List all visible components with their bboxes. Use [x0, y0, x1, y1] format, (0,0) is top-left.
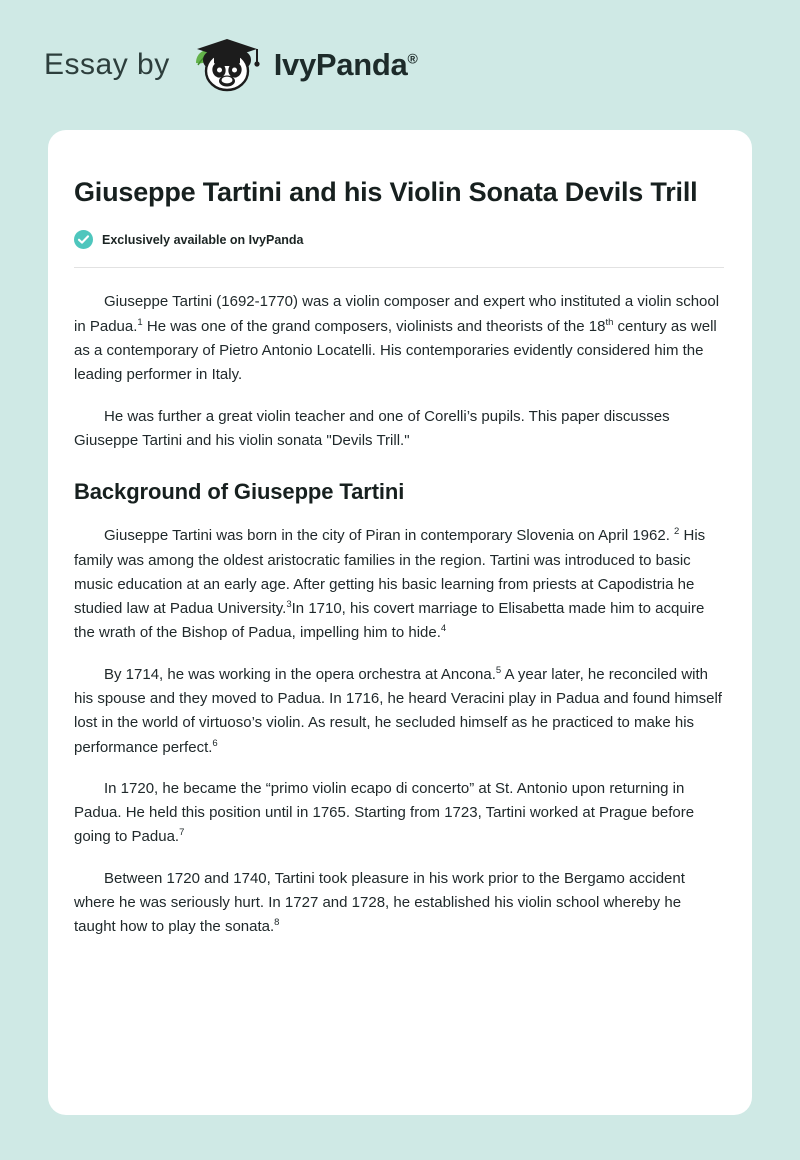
footnote-marker: 8: [274, 917, 280, 929]
paragraph: Giuseppe Tartini (1692-1770) was a violin composer and expert who instituted a violin school in Padua.$^1$ He was one of the grand composers, violinists and theorists of the 18th century as well as a contemporary of Pietro Antonio Locatelli. His contemporaries evidently considered him the leading performer in Italy.: [74, 293, 720, 384]
paragraph: Between 1720 and 1740, Tartini took pleasure in his work prior to the Bergamo accident where he was seriously hurt. In 1727 and 1728, he established his violin school whereby he taught how to play the sonata.$^8$: [74, 869, 685, 936]
document-card: [48, 130, 752, 1115]
brand-name-text: IvyPanda: [273, 47, 408, 82]
footnote-marker: 5: [495, 664, 502, 676]
site-header: [0, 0, 800, 90]
page-title: Giuseppe Tartini and his Violin Sonata Devils Trill: [74, 177, 698, 207]
footnote-marker: 3: [286, 599, 292, 611]
footnote-marker: 2: [674, 526, 680, 538]
title-divider: [74, 267, 724, 268]
status-badge: [74, 230, 724, 249]
paragraph: By 1714, he was working in the opera orchestra at Ancona.$^5$ A year later, he reconciled with his spouse and they moved to Padua. In 1716, he heard Veracini play in Padua and found himself lost in the world of virtuoso’s violin. As result, he secluded himself as he practiced to make his performance perfect.$^6$: [74, 664, 722, 756]
document-body: [74, 290, 724, 939]
paragraph: In 1720, he became the “primo violin ecapo di concerto” at St. Antonio upon returning in Padua. He held this position until in 1765. Starting from 1723, Tartini worked at Prague before going to Padua.$^7$: [74, 779, 695, 846]
footnote-marker: 6: [212, 737, 218, 749]
brand-name: [274, 47, 418, 83]
paragraph: He was further a great violin teacher and one of Corelli’s pupils. This paper discusses Giuseppe Tartini and his violin sonata "Devils Trill.": [74, 407, 670, 449]
footnote-marker: 7: [179, 827, 185, 839]
check-circle-icon: [74, 230, 93, 249]
brand-logo[interactable]: [184, 35, 418, 95]
panda-graduation-cap-logo: [184, 35, 270, 95]
footnote-marker: 4: [440, 623, 447, 635]
paragraph: Giuseppe Tartini was born in the city of Piran in contemporary Slovenia on April 1962. $^2$ His family was among the oldest aristocratic families in the region. Tartini was introduced to basic music education at an early age. After getting his basic learning from priests at Capodistria he studied law at Padua University.$^3$In 1710, his covert marriage to Elisabetta made him to acquire the wrath of the Bishop of Padua, impelling him to hide.$^4$: [74, 526, 706, 642]
registered-mark: ®: [407, 50, 418, 67]
footnote-marker: 1: [137, 316, 143, 328]
essay-by-label: Essay by: [44, 48, 170, 81]
exclusive-label: Exclusively available on IvyPanda: [102, 232, 304, 247]
footnote-marker: th: [605, 316, 614, 328]
section-heading: Background of Giuseppe Tartini: [74, 479, 405, 505]
